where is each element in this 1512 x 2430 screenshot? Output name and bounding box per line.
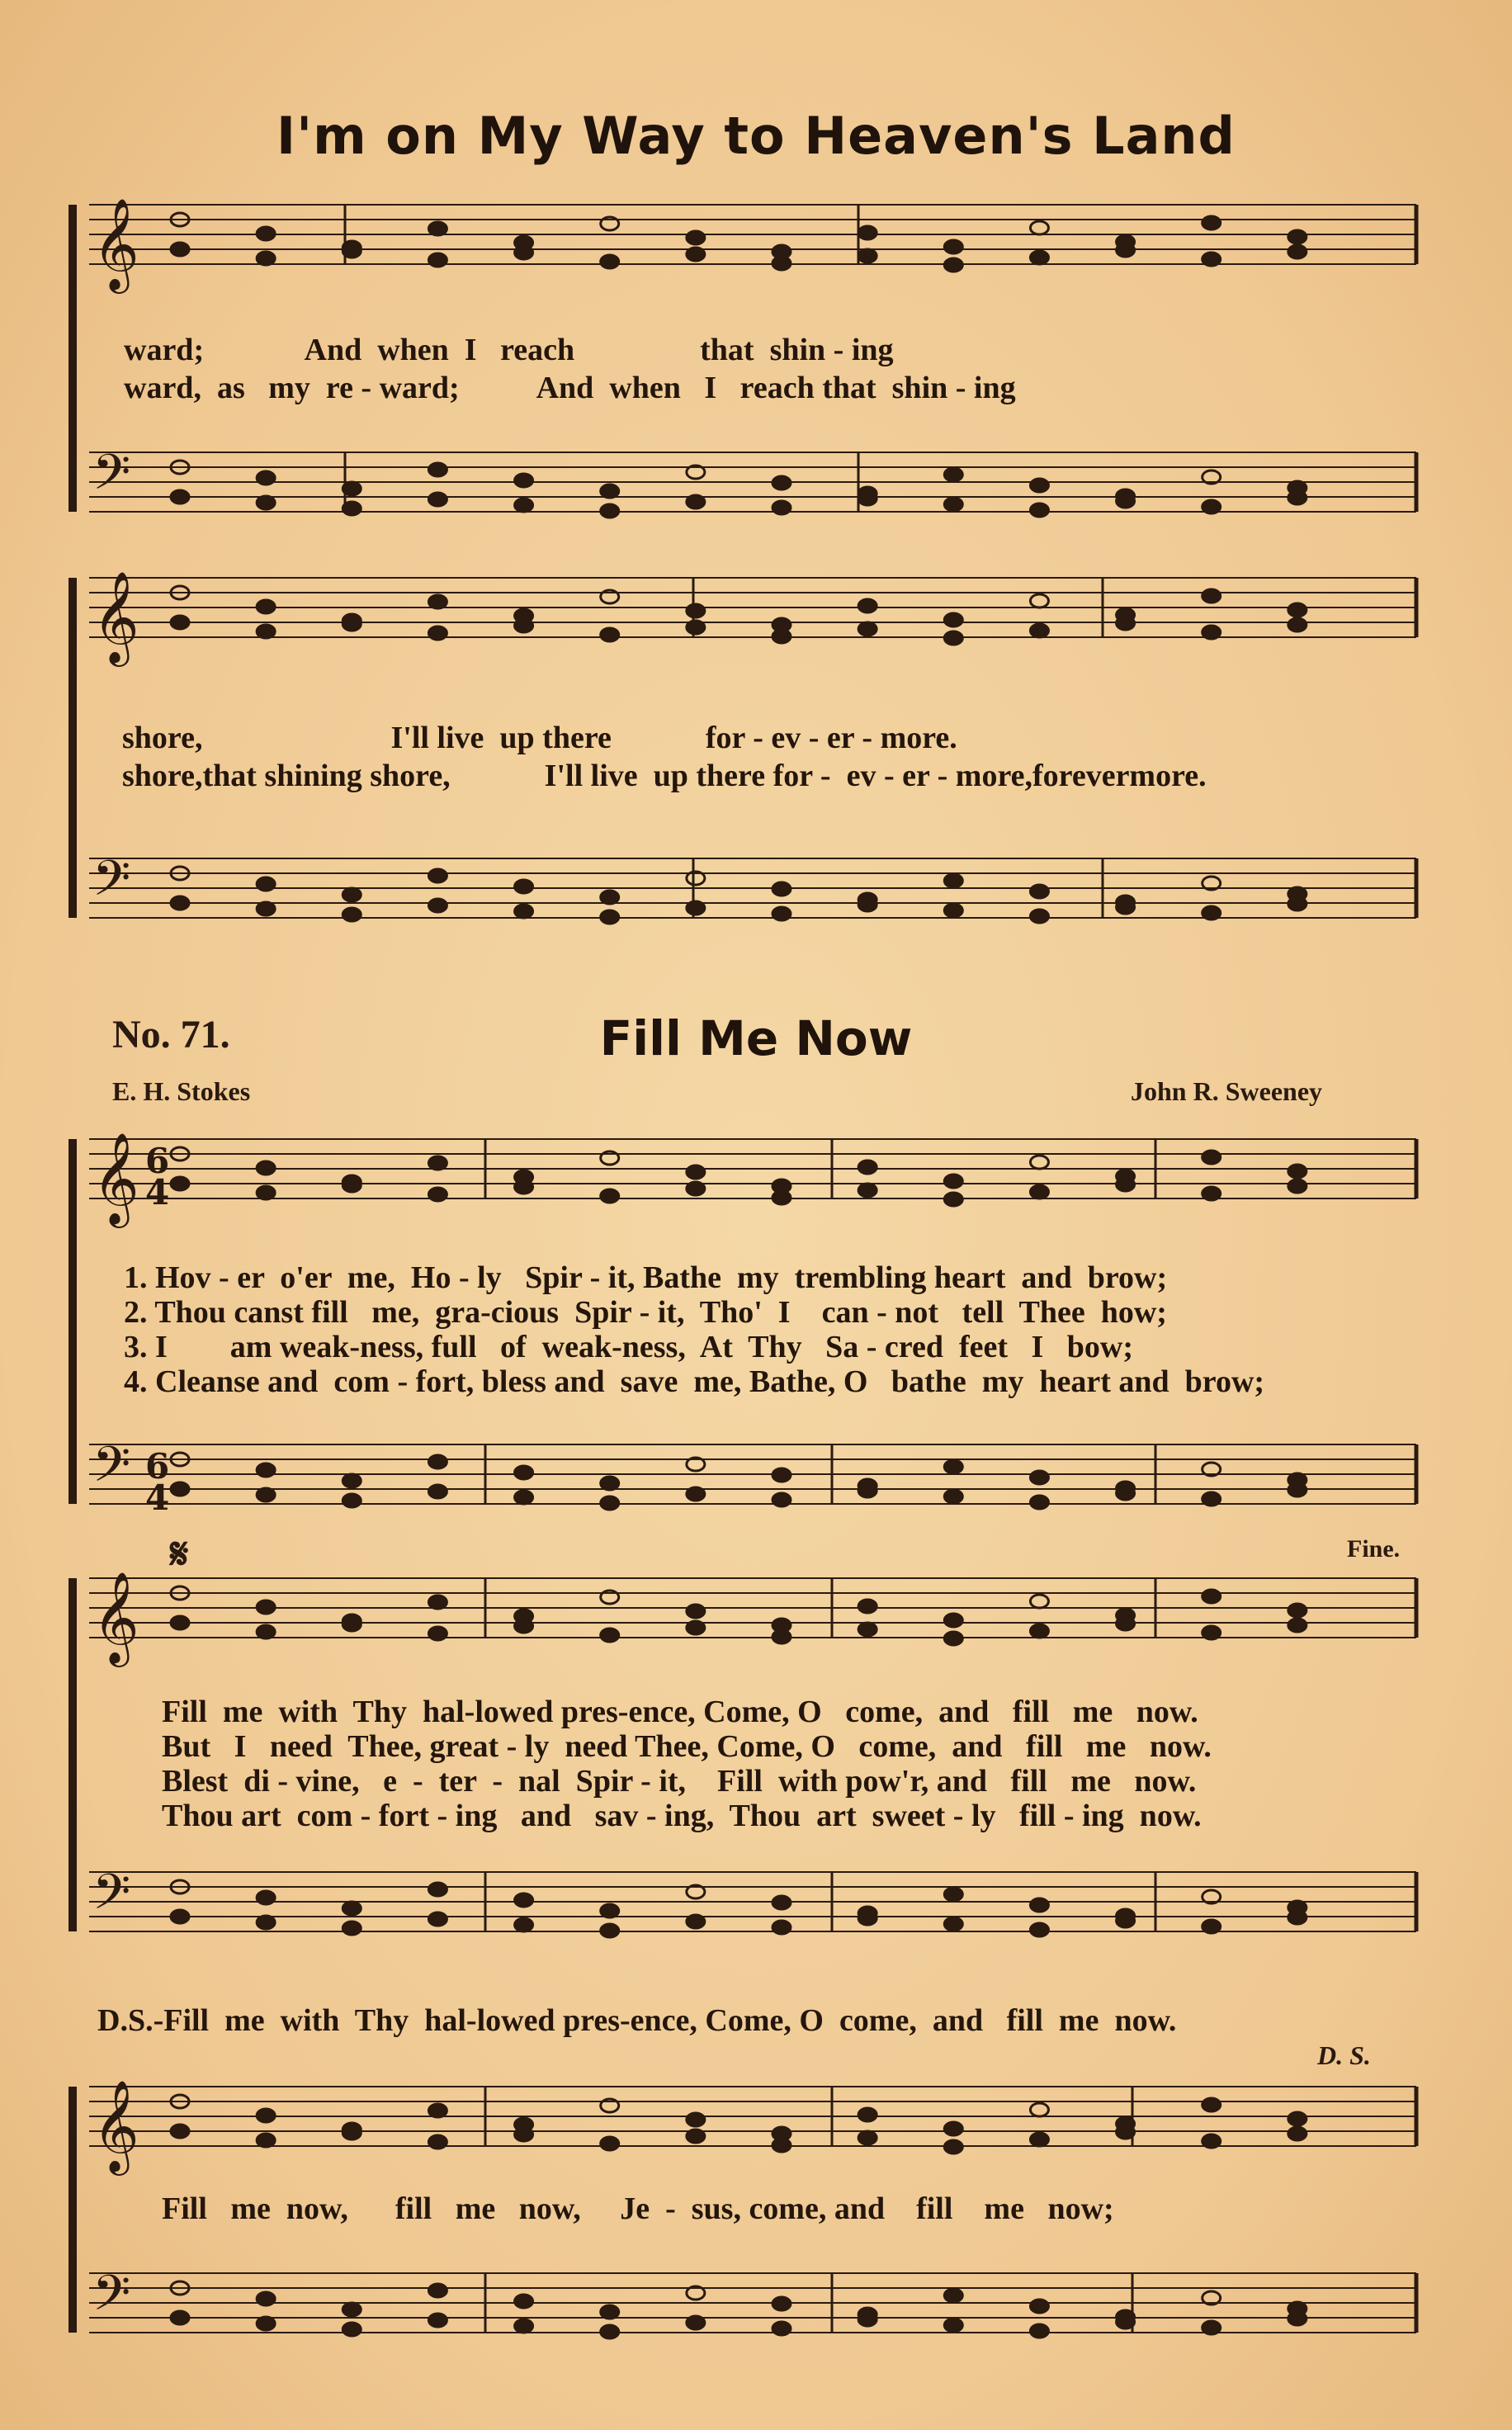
note-head: [1203, 2135, 1221, 2148]
note-head: [343, 908, 361, 921]
ds-line: D.S.-Fill me with Thy hal-lowed pres-ence, Come, O come, and fill me now.: [97, 2003, 1177, 2038]
note-head: [428, 2135, 447, 2149]
note-head: [257, 2109, 275, 2122]
note-head: [515, 1893, 533, 1907]
note-head: [257, 877, 275, 891]
note-head: [171, 616, 189, 629]
note-head: [1203, 500, 1221, 513]
note-head: [944, 2319, 962, 2332]
clef-icon: 𝄞: [92, 1132, 139, 1224]
note-head: [858, 249, 876, 262]
note-head: [944, 2140, 962, 2153]
clef-icon: 𝄞: [92, 570, 139, 663]
note-head: [343, 617, 361, 631]
note-head: [1030, 1185, 1048, 1198]
note-head: [343, 482, 361, 495]
refrain-line: But I need Thee, great - ly need Thee, Come, O come, and fill me now.: [162, 1729, 1212, 1764]
note-head: [1117, 2125, 1135, 2139]
note-head: [257, 1916, 275, 1929]
note-head: [515, 619, 533, 632]
note-head: [601, 1477, 619, 1490]
verse-line: 2. Thou canst fill me, gra-cious Spir - it, Tho' I can - not tell Thee how;: [124, 1295, 1167, 1330]
note-head: [687, 901, 705, 915]
note-head: [343, 1922, 361, 1935]
note-head: [1030, 221, 1048, 234]
note-head: [858, 226, 876, 239]
note-head: [1030, 1898, 1048, 1912]
note-head: [944, 1460, 962, 1473]
note-head: [1030, 910, 1048, 923]
note-head: [1030, 2103, 1048, 2116]
note-head: [343, 888, 361, 901]
note-head: [601, 1924, 619, 1937]
note-head: [858, 2131, 876, 2144]
refrain-line: Thou art com - fort - ing and sav - ing, Thou art sweet - ly fill - ing now.: [162, 1799, 1202, 1833]
clef-icon: 𝄢: [92, 2264, 131, 2333]
note-head: [687, 2113, 705, 2126]
note-head: [687, 1165, 705, 1179]
note-head: [1030, 1595, 1048, 1608]
note-head: [773, 2297, 791, 2310]
note-head: [858, 492, 876, 505]
note-head: [171, 896, 189, 910]
note-head: [944, 1614, 962, 1627]
note-head: [944, 258, 962, 272]
note-head: [515, 1466, 533, 1479]
note-head: [1030, 479, 1048, 492]
note-head: [1288, 245, 1306, 258]
note-head: [1117, 494, 1135, 508]
note-head: [944, 874, 962, 887]
note-head: [687, 2316, 705, 2329]
time-signature-bottom: 4: [145, 1172, 170, 1213]
note-head: [257, 1600, 275, 1614]
note-head: [257, 1186, 275, 1199]
note-head: [515, 474, 533, 487]
note-head: [171, 1177, 189, 1190]
note-head: [1030, 2133, 1048, 2146]
note-head: [1203, 1590, 1221, 1603]
note-head: [601, 628, 619, 641]
note-head: [515, 1918, 533, 1931]
note-head: [601, 891, 619, 904]
note-head: [773, 2139, 791, 2152]
note-head: [601, 2137, 619, 2150]
note-head: [687, 1621, 705, 1634]
note-head: [1030, 2324, 1048, 2338]
note-head: [428, 493, 447, 506]
note-head: [1288, 1165, 1306, 1178]
note-head: [1117, 1178, 1135, 1191]
note-head: [1288, 1911, 1306, 1924]
note-head: [1288, 2312, 1306, 2325]
note-head: [428, 1627, 447, 1640]
note-head: [1030, 594, 1048, 608]
note-head: [1288, 618, 1306, 631]
note-head: [858, 898, 876, 911]
note-head: [1288, 897, 1306, 910]
note-head: [428, 2104, 447, 2117]
note-head: [428, 869, 447, 882]
note-head: [773, 1630, 791, 1643]
note-head: [428, 253, 447, 267]
note-head: [773, 1896, 791, 1909]
note-head: [687, 621, 705, 634]
clef-icon: 𝄢: [92, 443, 131, 513]
time-signature-bottom: 4: [145, 1477, 170, 1518]
refrain-line: Blest di - vine, e - ter - nal Spir - it, Fill with pow'r, and fill me now.: [162, 1764, 1197, 1799]
note-head: [687, 1605, 705, 1618]
note-head: [1030, 1923, 1048, 1936]
note-head: [515, 2295, 533, 2308]
note-head: [687, 248, 705, 261]
note-head: [515, 499, 533, 512]
note-head: [428, 1596, 447, 1609]
composer: John R. Sweeney: [1131, 1076, 1323, 1106]
note-head: [1117, 1914, 1135, 1927]
note-head: [1203, 2321, 1221, 2334]
note-head: [1030, 251, 1048, 264]
note-head: [944, 1175, 962, 1188]
note-head: [944, 613, 962, 626]
note-head: [428, 463, 447, 476]
note-head: [1288, 1483, 1306, 1496]
note-head: [773, 882, 791, 896]
note-head: [687, 604, 705, 617]
note-head: [343, 2303, 361, 2316]
note-head: [515, 1491, 533, 1504]
note-head: [428, 2284, 447, 2297]
note-head: [428, 1188, 447, 1201]
note-head: [1030, 2300, 1048, 2313]
note-head: [257, 1463, 275, 1477]
note-head: [343, 1179, 361, 1192]
note-head: [601, 1904, 619, 1917]
note-head: [515, 246, 533, 259]
note-head: [1203, 2098, 1221, 2111]
note-head: [257, 471, 275, 485]
note-head: [773, 476, 791, 489]
note-head: [171, 1482, 189, 1496]
note-head: [515, 2128, 533, 2141]
lyric-line: ward, as my re - ward; And when I reach that shin - ing: [124, 371, 1016, 405]
note-head: [1288, 2127, 1306, 2140]
note-head: [171, 243, 189, 256]
note-head: [858, 1912, 876, 1925]
note-head: [1203, 589, 1221, 603]
note-head: [428, 2314, 447, 2327]
note-head: [1288, 1604, 1306, 1617]
note-head: [257, 1891, 275, 1904]
note-head: [773, 257, 791, 270]
note-head: [257, 902, 275, 915]
clef-icon: 𝄢: [92, 849, 131, 919]
note-head: [428, 1455, 447, 1468]
note-head: [1203, 1920, 1221, 1933]
note-head: [257, 2134, 275, 2147]
note-head: [944, 1193, 962, 1206]
note-head: [257, 227, 275, 240]
note-head: [1117, 1487, 1135, 1500]
hymn-number: No. 71.: [112, 1013, 230, 1057]
note-head: [1117, 2315, 1135, 2328]
verse-line: 3. I am weak-ness, full of weak-ness, At Thy Sa - cred feet I bow;: [124, 1330, 1134, 1364]
note-head: [944, 240, 962, 253]
note-head: [257, 600, 275, 613]
note-head: [257, 1488, 275, 1501]
note-head: [773, 1493, 791, 1506]
note-head: [601, 2325, 619, 2338]
note-head: [257, 496, 275, 509]
note-head: [858, 1161, 876, 1174]
note-head: [515, 2319, 533, 2333]
note-head: [1030, 1624, 1048, 1638]
note-head: [1203, 626, 1221, 639]
note-head: [257, 625, 275, 638]
note-head: [858, 1600, 876, 1613]
note-head: [687, 1915, 705, 1928]
note-head: [601, 1496, 619, 1510]
note-head: [858, 1184, 876, 1197]
note-head: [1030, 624, 1048, 637]
note-head: [601, 2305, 619, 2319]
note-head: [858, 1484, 876, 1497]
note-head: [1288, 491, 1306, 504]
ds-marking: D. S.: [1317, 2040, 1371, 2070]
note-head: [257, 2317, 275, 2330]
note-head: [343, 1618, 361, 1631]
time-signature-top: 6: [145, 1446, 170, 1487]
time-signature-top: 6: [145, 1141, 170, 1181]
clef-icon: 𝄞: [92, 197, 139, 290]
hymn-title: Fill Me Now: [599, 1010, 913, 1066]
note-head: [944, 1632, 962, 1645]
note-head: [1288, 1180, 1306, 1193]
hymn-title: I'm on My Way to Heaven's Land: [276, 106, 1236, 166]
note-head: [944, 468, 962, 481]
note-head: [773, 907, 791, 920]
note-head: [773, 2322, 791, 2335]
note-head: [1117, 901, 1135, 914]
note-head: [773, 1468, 791, 1482]
note-head: [773, 501, 791, 514]
verse-line: 1. Hov - er o'er me, Ho - ly Spir - it, Bathe my trembling heart and brow;: [124, 1260, 1168, 1295]
note-head: [1030, 885, 1048, 898]
note-head: [773, 1921, 791, 1934]
note-head: [428, 1912, 447, 1926]
note-head: [687, 2130, 705, 2143]
clef-icon: 𝄞: [92, 2079, 139, 2172]
note-head: [257, 1625, 275, 1638]
note-head: [687, 495, 705, 508]
note-head: [343, 244, 361, 258]
note-head: [1203, 1187, 1221, 1200]
lyric-line: ward; And when I reach that shin - ing: [124, 333, 894, 367]
note-head: [687, 1487, 705, 1501]
note-head: [858, 2108, 876, 2121]
note-head: [428, 595, 447, 608]
note-head: [1288, 1619, 1306, 1632]
note-head: [858, 622, 876, 636]
note-head: [1117, 243, 1135, 257]
fine-marking: Fine.: [1347, 1535, 1401, 1562]
note-head: [1203, 1492, 1221, 1506]
note-head: [1117, 1617, 1135, 1630]
note-head: [601, 1629, 619, 1642]
note-head: [944, 1917, 962, 1931]
note-head: [428, 222, 447, 235]
note-head: [1030, 1496, 1048, 1509]
note-head: [343, 2126, 361, 2139]
note-head: [858, 1623, 876, 1636]
lyric-line: shore, I'll live up there for - ev - er - more.: [122, 721, 957, 755]
note-head: [428, 626, 447, 640]
note-head: [1203, 253, 1221, 266]
note-head: [343, 502, 361, 515]
note-head: [257, 1161, 275, 1175]
note-head: [1030, 503, 1048, 517]
note-head: [773, 630, 791, 643]
note-head: [1288, 230, 1306, 243]
note-head: [171, 2125, 189, 2138]
note-head: [1203, 216, 1221, 229]
note-head: [858, 599, 876, 612]
clef-icon: 𝄢: [92, 1435, 131, 1505]
note-head: [601, 1189, 619, 1203]
note-head: [343, 2323, 361, 2336]
clef-icon: 𝄢: [92, 1863, 131, 1932]
note-head: [428, 1883, 447, 1896]
clef-icon: 𝄞: [92, 1571, 139, 1663]
note-head: [171, 490, 189, 503]
note-head: [1117, 617, 1135, 630]
note-head: [515, 880, 533, 893]
note-head: [171, 1616, 189, 1629]
note-head: [601, 504, 619, 518]
note-head: [944, 1888, 962, 1901]
note-head: [343, 1474, 361, 1487]
note-head: [171, 2311, 189, 2324]
note-head: [428, 1156, 447, 1170]
note-head: [1030, 1156, 1048, 1169]
final-lyric-line: Fill me now, fill me now, Je - sus, come, and fill me now;: [162, 2191, 1114, 2226]
note-head: [1203, 1151, 1221, 1164]
note-head: [944, 1490, 962, 1503]
note-head: [687, 231, 705, 244]
note-head: [515, 905, 533, 918]
note-head: [687, 1182, 705, 1195]
refrain-line: Fill me with Thy hal-lowed pres-ence, Come, O come, and fill me now.: [162, 1695, 1198, 1729]
note-head: [858, 2313, 876, 2326]
note-head: [601, 910, 619, 924]
note-head: [944, 904, 962, 917]
note-head: [944, 631, 962, 645]
note-head: [1203, 1626, 1221, 1639]
verse-line: 4. Cleanse and com - fort, bless and save me, Bathe, O bathe my heart and brow;: [124, 1364, 1265, 1399]
note-head: [343, 1902, 361, 1915]
lyric-line: shore,that shining shore, I'll live up there for - ev - er - more,forevermore.: [122, 759, 1207, 793]
note-head: [428, 1485, 447, 1498]
note-head: [1288, 2112, 1306, 2125]
note-head: [171, 1910, 189, 1923]
note-head: [428, 899, 447, 912]
segno-sign: 𝄋: [170, 1529, 189, 1579]
note-head: [944, 2289, 962, 2302]
note-head: [773, 1191, 791, 1204]
note-head: [601, 485, 619, 498]
note-head: [515, 1180, 533, 1194]
note-head: [1203, 906, 1221, 920]
note-head: [257, 2292, 275, 2305]
note-head: [1288, 603, 1306, 617]
note-head: [343, 1494, 361, 1507]
note-head: [515, 1619, 533, 1633]
note-head: [601, 255, 619, 268]
lyricist: E. H. Stokes: [112, 1076, 251, 1106]
note-head: [1030, 1471, 1048, 1484]
note-head: [944, 2122, 962, 2135]
note-head: [257, 252, 275, 265]
note-head: [944, 498, 962, 511]
